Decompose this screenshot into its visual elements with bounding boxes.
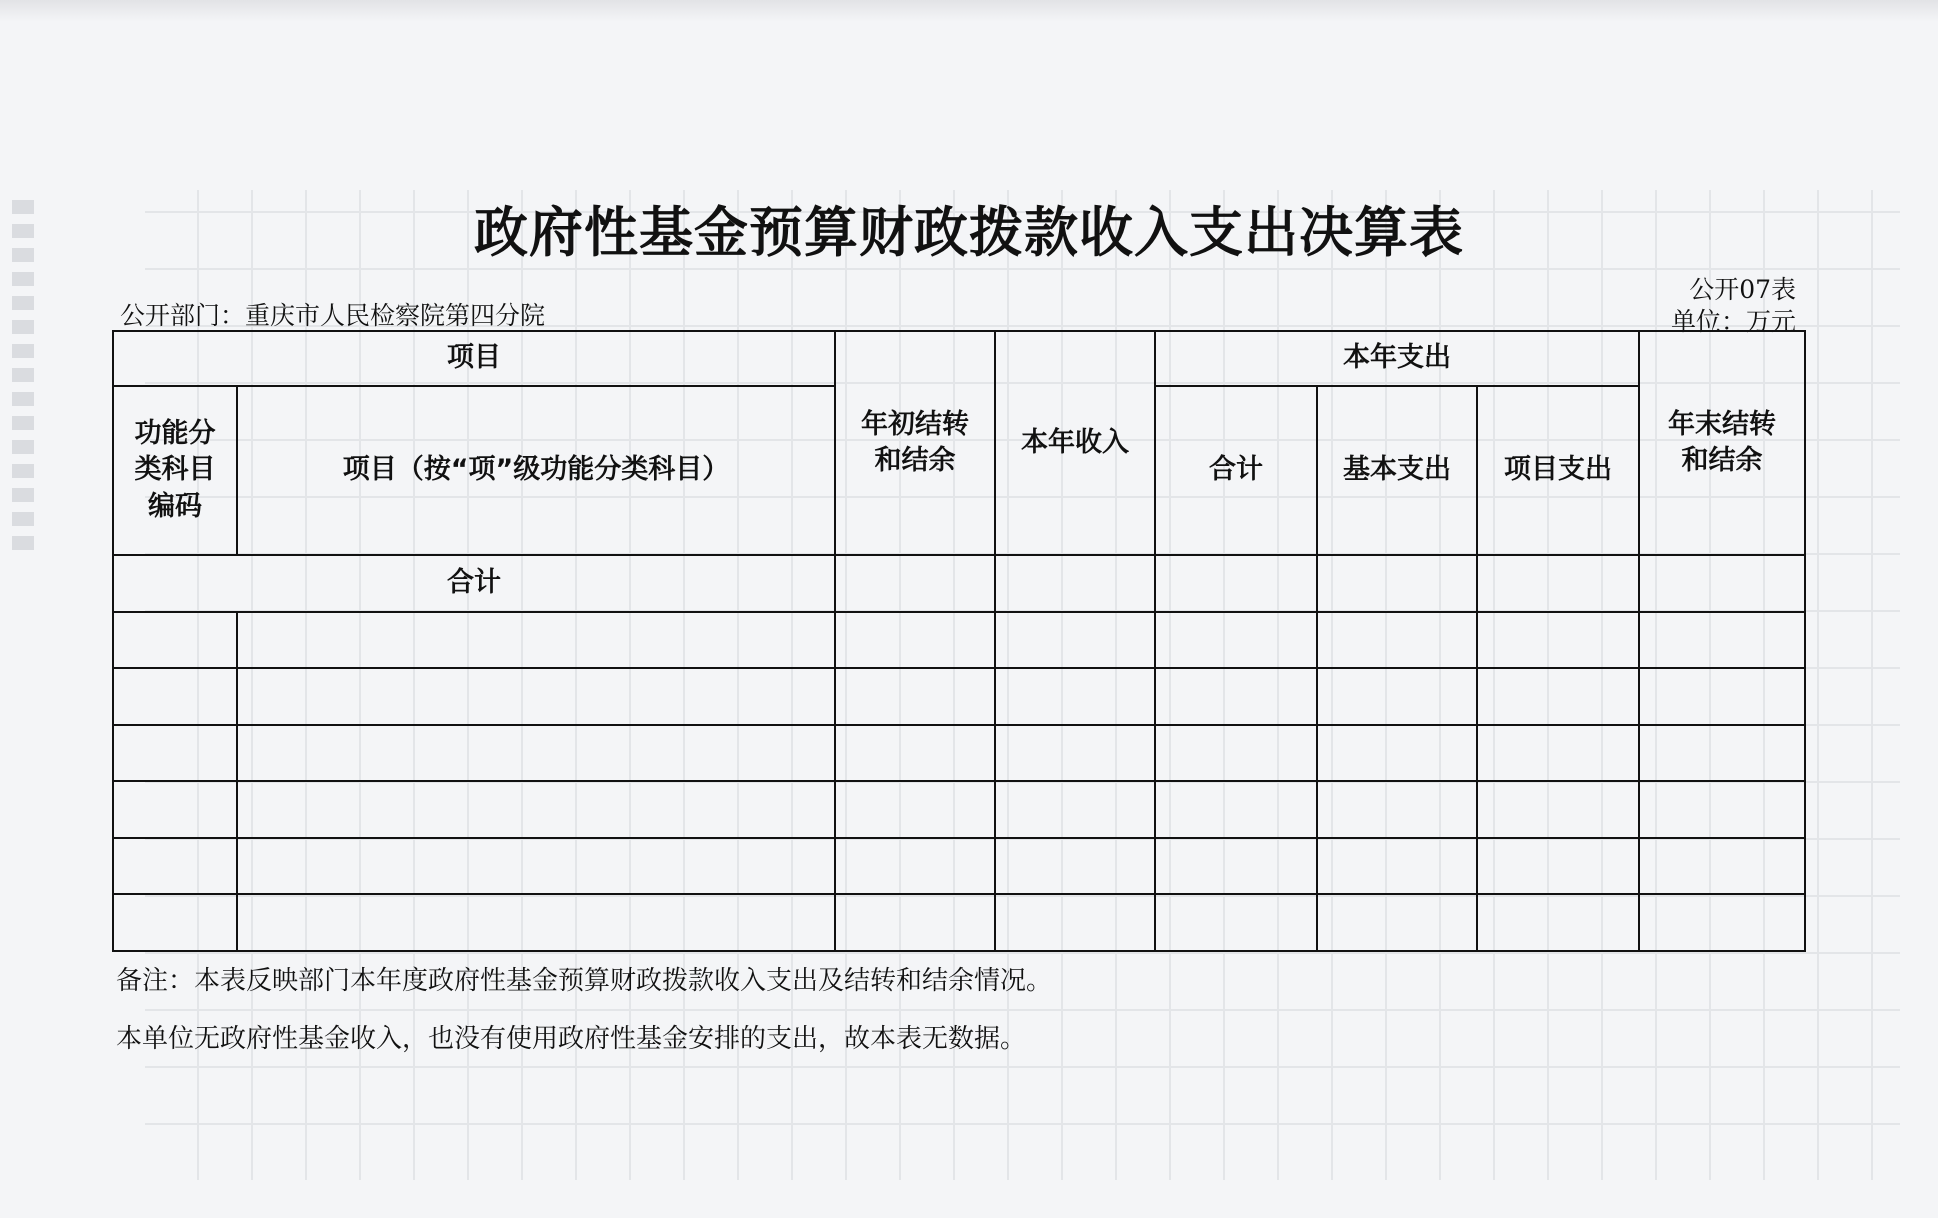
cell-opening	[835, 612, 995, 669]
table-row	[113, 894, 1805, 951]
cell-opening	[835, 725, 995, 782]
cell-code	[113, 838, 237, 895]
cell-project	[237, 781, 835, 838]
cell-exp-basic	[1317, 781, 1477, 838]
cell-exp-project	[1477, 838, 1639, 895]
cell-exp-basic	[1317, 612, 1477, 669]
cell-exp-total	[1155, 781, 1317, 838]
department-label: 公开部门：重庆市人民检察院第四分院	[120, 301, 546, 330]
cell-closing	[1639, 668, 1805, 725]
cell-code	[113, 894, 237, 951]
header-code: 功能分类科目编码	[113, 386, 237, 556]
scan-edge	[0, 0, 1938, 22]
total-closing	[1639, 555, 1805, 612]
total-row	[113, 555, 1805, 612]
cell-code	[113, 781, 237, 838]
cell-opening	[835, 894, 995, 951]
header-exp-basic: 基本支出	[1317, 386, 1477, 556]
total-exp-basic	[1317, 555, 1477, 612]
cell-exp-project	[1477, 725, 1639, 782]
table-row	[113, 612, 1805, 669]
cell-opening	[835, 781, 995, 838]
cell-exp-basic	[1317, 894, 1477, 951]
cell-exp-total	[1155, 894, 1317, 951]
header-project: 项目	[113, 331, 835, 386]
cell-exp-project	[1477, 894, 1639, 951]
cell-closing	[1639, 838, 1805, 895]
cell-income	[995, 725, 1155, 782]
cell-code	[113, 725, 237, 782]
page-title: 政府性基金预算财政拨款收入支出决算表	[474, 201, 1464, 264]
cell-project	[237, 612, 835, 669]
form-number: 公开07表	[1689, 275, 1796, 304]
cell-exp-total	[1155, 838, 1317, 895]
cell-exp-project	[1477, 612, 1639, 669]
cell-opening	[835, 838, 995, 895]
cell-exp-total	[1155, 725, 1317, 782]
table-row	[113, 781, 1805, 838]
cell-exp-project	[1477, 781, 1639, 838]
header-exp-total: 合计	[1155, 386, 1317, 556]
cell-project	[237, 668, 835, 725]
budget-table	[112, 330, 1806, 952]
cell-closing	[1639, 612, 1805, 669]
note-line-2: 本单位无政府性基金收入，也没有使用政府性基金安排的支出，故本表无数据。	[116, 1024, 1027, 1054]
cell-closing	[1639, 894, 1805, 951]
cell-income	[995, 838, 1155, 895]
cell-code	[113, 612, 237, 669]
cell-closing	[1639, 781, 1805, 838]
total-exp-project	[1477, 555, 1639, 612]
cell-code	[113, 668, 237, 725]
header-exp-project: 项目支出	[1477, 386, 1639, 556]
total-exp	[1155, 555, 1317, 612]
header-opening-balance: 年初结转和结余	[835, 331, 995, 555]
total-income	[995, 555, 1155, 612]
cell-opening	[835, 668, 995, 725]
cell-project	[237, 838, 835, 895]
cell-exp-total	[1155, 612, 1317, 669]
total-label: 合计	[113, 555, 835, 612]
cell-project	[237, 894, 835, 951]
cell-exp-basic	[1317, 668, 1477, 725]
cell-exp-basic	[1317, 725, 1477, 782]
cell-closing	[1639, 725, 1805, 782]
note-line-1: 备注：本表反映部门本年度政府性基金预算财政拨款收入支出及结转和结余情况。	[116, 966, 1053, 996]
unit-label: 单位：万元	[1670, 307, 1796, 336]
cell-income	[995, 781, 1155, 838]
table-row	[113, 668, 1805, 725]
cell-project	[237, 725, 835, 782]
cell-income	[995, 668, 1155, 725]
cell-exp-project	[1477, 668, 1639, 725]
header-income: 本年收入	[995, 331, 1155, 555]
table-row	[113, 725, 1805, 782]
cell-income	[995, 612, 1155, 669]
cell-income	[995, 894, 1155, 951]
cell-exp-total	[1155, 668, 1317, 725]
total-opening	[835, 555, 995, 612]
header-closing-balance: 年末结转和结余	[1639, 331, 1805, 555]
header-project-detail: 项目（按“项”级功能分类科目）	[237, 386, 835, 556]
table-row	[113, 838, 1805, 895]
header-expenditure: 本年支出	[1155, 331, 1639, 386]
cell-exp-basic	[1317, 838, 1477, 895]
